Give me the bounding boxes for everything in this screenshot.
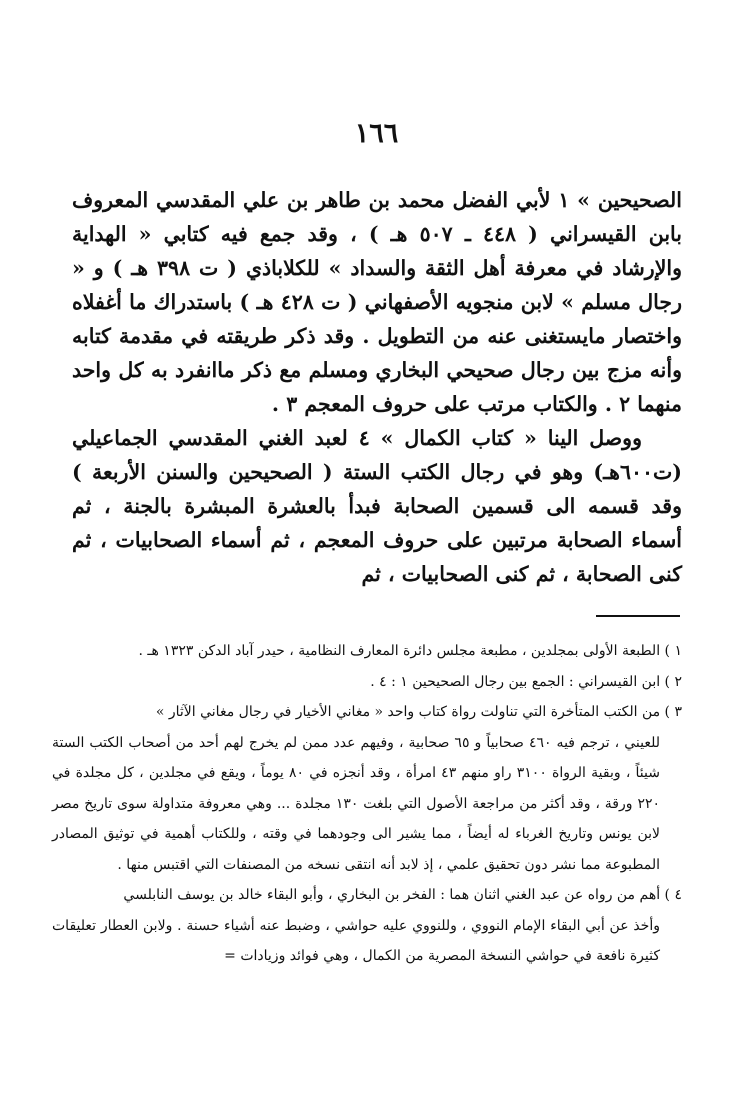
- footnote-3: ٣ ) من الكتب المتأخرة التي تناولت رواة كتاب واحد « مغاني الأخيار في رجال مغاني الآثار »: [155, 704, 682, 720]
- paragraph: الصحيحين » ١ لأبي الفضل محمد بن طاهر بن علي المقدسي المعروف بابن القيسراني ( ٤٤٨ ـ ٥٠٧ هـ ) ، وقد جمع فيه كتابي « الهداية والإرشاد في معرفة أهل الثقة والسداد » للكلاباذي ( ت ٣٩٨ هـ ) و « رجال مسلم » لابن منجويه الأصفهاني ( ت ٤٢٨ هـ ) باستدراك ما أغفلاه واختصار مايستغنى عنه من التطويل . وقد ذكر طريقته في مقدمة كتابه وأنه مزج بين رجال صحيحي البخاري ومسلم مع ذكر ماانفرد به كل واحد منهما ٢ . والكتاب مرتب على حروف المعجم ٣ .: [72, 188, 683, 416]
- footnote-1: ١ ) الطبعة الأولى بمجلدين ، مطبعة مجلس دائرة المعارف النظامية ، حيدر آباد الدكن ١٣٢٣ هـ .: [138, 643, 682, 659]
- page-number: ١٦٦: [354, 118, 399, 149]
- footnote-3-continuation: للعيني ، ترجم فيه ٤٦٠ صحابياً و ٦٥ صحابية ، وفيهم عدد ممن لم يخرج لهم أحد من أصحاب الكتب الستة شيئاً ، وبقية الرواة ٣١٠٠ راو منهم ٤٣ امرأة ، وقد أنجزه في ٨٠ يوماً ، ويقع في مجلدين ، كل مجلدة في ٢٢٠ ورقة ، وقد أكثر من مراجعة الأصول التي بلغت ١٣٠ مجلدة ... وهي معروفة متداولة سوى تاريخ مصر لابن يونس وتاريخ الغرباء له أيضاً ، مما يشير الى وجودهما في وقته ، وللكتاب أهمية في توثيق المصادر المطبوعة مما نشر دون تحقيق علمي ، إذ لابد أنه انتقى نسخه من المصنفات التي اقتبس منها .: [52, 734, 661, 873]
- main-text: [72, 183, 682, 591]
- footnote-4-continuation: وأخذ عن أبي البقاء الإمام النووي ، وللنووي عليه حواشي ، وضبط عنه أشياء حسنة . ولابن العطار تعليقات كثيرة نافعة في حواشي النسخة المصرية من الكمال ، وهي فوائد وزيادات =: [52, 917, 660, 964]
- footnote-2: ٢ ) ابن القيسراني : الجمع بين رجال الصحيحين ١ : ٤ .: [370, 673, 682, 690]
- footnote-divider: [596, 615, 680, 617]
- footnote-4: ٤ ) أهم من رواه عن عبد الغني اثنان هما : الفخر بن البخاري ، وأبو البقاء خالد بن يوسف النابلسي: [123, 887, 682, 903]
- paragraph: ووصل الينا « كتاب الكمال » ٤ لعبد الغني المقدسي الجماعيلي (ت٦٠٠هـ) وهو في رجال الكتب الستة ( الصحيحين والسنن الأربعة ) وقد قسمه الى قسمين الصحابة فبدأ بالعشرة المبشرة بالجنة ، ثم أسماء الصحابة مرتبين على حروف المعجم ، ثم أسماء الصحابيات ، ثم كنى الصحابة ، ثم كنى الصحابيات ، ثم: [72, 426, 682, 586]
- footnotes: [52, 636, 682, 972]
